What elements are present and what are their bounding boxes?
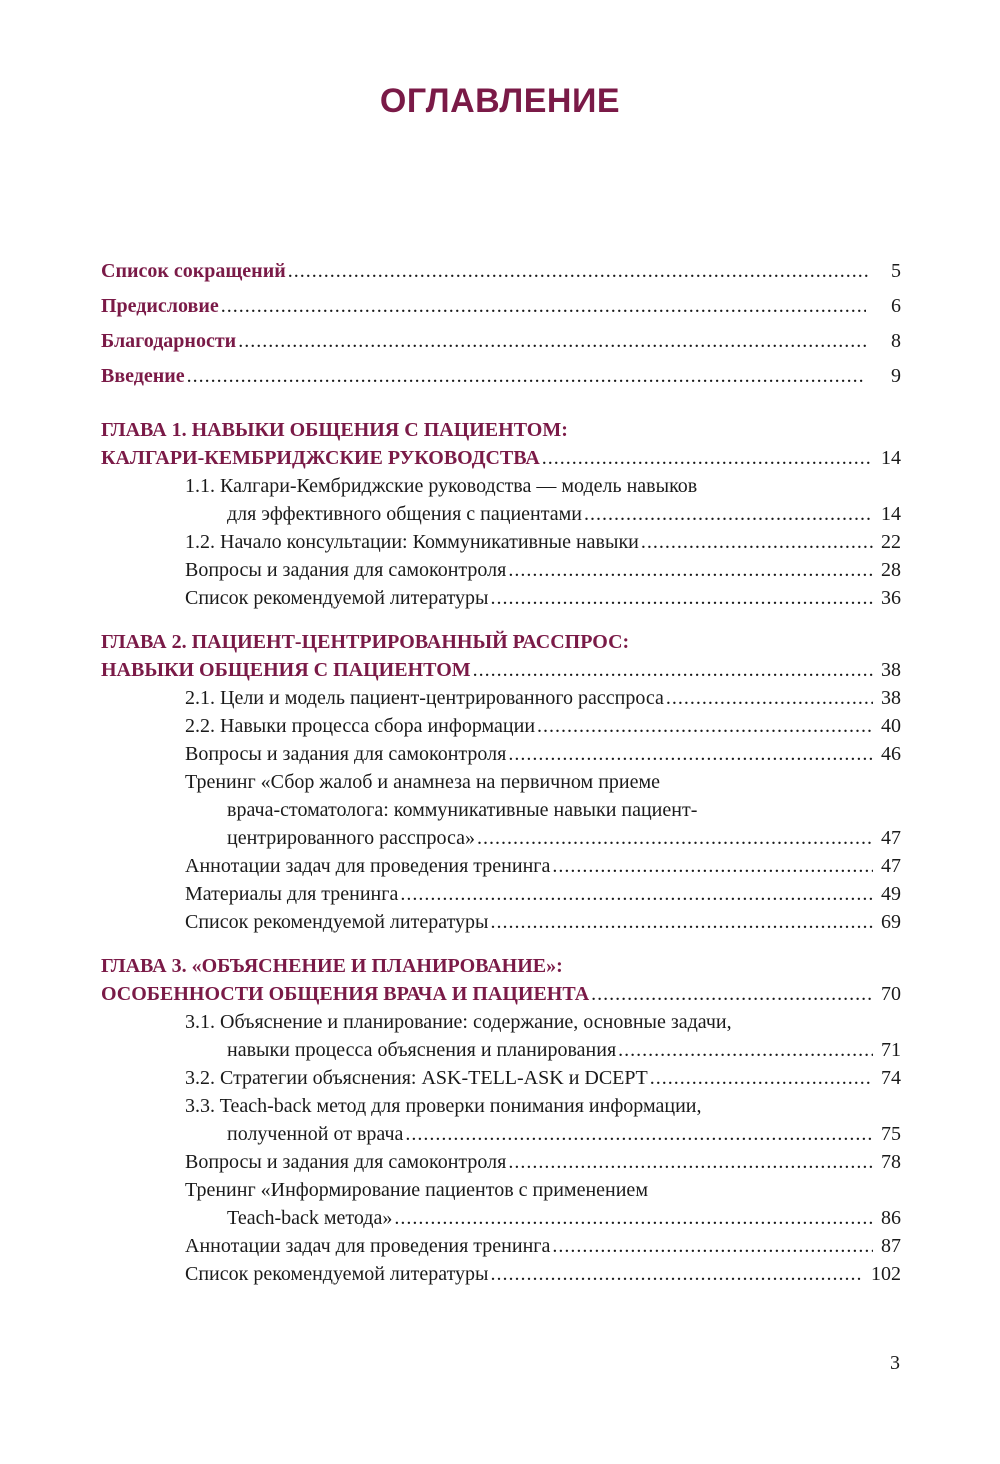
toc-entry-label: Аннотации задач для проведения тренинга [185,855,551,877]
toc-page-number: 40 [881,715,901,737]
toc-entry-label: 2.1. Цели и модель пациент-центрированного расспроса [185,687,664,709]
toc-page-number: 74 [881,1067,901,1089]
leader-dots [641,528,873,556]
toc-entry-label: Вопросы и задания для самоконтроля [185,743,507,765]
toc-page-number: 38 [881,687,901,709]
page-number: 3 [890,1352,900,1374]
toc-entry-label: Введение [101,365,185,387]
chapter-title: ОСОБЕННОСТИ ОБЩЕНИЯ ВРАЧА И ПАЦИЕНТА [101,983,590,1005]
toc-page-number: 46 [881,743,901,765]
toc-entry-1-literature[interactable] [101,584,901,612]
toc-page-number: 28 [881,559,901,581]
leader-dots [405,1120,873,1148]
chapter-title: ГЛАВА 3. «ОБЪЯСНЕНИЕ И ПЛАНИРОВАНИЕ»: [101,955,563,977]
leader-dots [491,908,874,936]
toc-entry-3-1-cont[interactable] [101,1036,901,1064]
page-title: ОГЛАВЛЕНИЕ [379,82,621,120]
toc-entry-label: 1.2. Начало консультации: Коммуникативные навыки [185,531,639,553]
toc-page-number: 6 [891,295,901,317]
chapter-1-title-line1[interactable] [101,416,901,444]
toc-page-number: 87 [881,1235,901,1257]
leader-dots [238,324,867,359]
leader-dots [400,880,873,908]
leader-dots [491,1260,864,1288]
leader-dots [508,556,873,584]
toc-entry-3-1[interactable] [101,1008,901,1036]
toc-entry-2-2[interactable] [101,712,901,740]
chapter-1-title-line2[interactable] [101,444,901,472]
toc-page-number: 38 [881,659,901,681]
toc-entry-3-questions[interactable] [101,1148,901,1176]
toc-entry-3-training-cont[interactable] [101,1204,901,1232]
toc-entry-label: Тренинг «Сбор жалоб и анамнеза на первичном приеме [185,771,661,793]
toc-page-number: 47 [881,827,901,849]
toc-entry-label: Аннотации задач для проведения тренинга [185,1235,551,1257]
toc-entry-label: 3.3. Teach-back метод для проверки понимания информации, [185,1095,702,1117]
toc-page-number: 22 [881,531,901,553]
leader-dots [552,852,873,880]
toc-page-number: 49 [881,883,901,905]
leader-dots [584,500,873,528]
toc-entry-2-questions[interactable] [101,740,901,768]
toc-entry-label: полученной от врача [227,1123,404,1145]
toc-entry-label: центрированного расспроса» [227,827,475,849]
toc-entry-abbreviations[interactable] [101,254,901,289]
toc-entry-label: Предисловие [101,295,219,317]
toc-entry-3-3[interactable] [101,1092,901,1120]
toc-page-number: 9 [891,365,901,387]
leader-dots [288,254,869,289]
leader-dots [473,656,873,684]
toc-entry-3-2[interactable] [101,1064,901,1092]
toc-page-number: 69 [881,911,901,933]
toc-page-number: 14 [881,447,901,469]
toc-entry-3-annotations[interactable] [101,1232,901,1260]
toc-entry-label: 3.1. Объяснение и планирование: содержание, основные задачи, [185,1011,732,1033]
toc-page-number: 102 [871,1263,901,1285]
toc-entry-2-literature[interactable] [101,908,901,936]
toc-entry-label: навыки процесса объяснения и планирования [227,1039,617,1061]
leader-dots [537,712,873,740]
leader-dots [221,289,866,324]
leader-dots [542,444,873,472]
toc-page-number: 78 [881,1151,901,1173]
toc-entry-label: 3.2. Стратегии объяснения: ASK-TELL-ASK и DCEPT [185,1067,648,1089]
table-of-contents [101,254,901,1288]
toc-entry-label: 2.2. Навыки процесса сбора информации [185,715,536,737]
chapter-title: НАВЫКИ ОБЩЕНИЯ С ПАЦИЕНТОМ [101,659,471,681]
toc-page-number: 75 [881,1123,901,1145]
toc-page-number: 8 [891,330,901,352]
chapter-2-title-line1[interactable] [101,628,901,656]
toc-page-number: 71 [881,1039,901,1061]
toc-entry-label: Тренинг «Информирование пациентов с применением [185,1179,648,1201]
toc-entry-label: Благодарности [101,330,237,352]
toc-entry-1-1-cont[interactable] [101,500,901,528]
toc-entry-1-questions[interactable] [101,556,901,584]
toc-entry-label: Список сокращений [101,260,286,282]
leader-dots [508,740,873,768]
toc-entry-1-2[interactable] [101,528,901,556]
toc-entry-1-1[interactable] [101,472,901,500]
chapter-title: ГЛАВА 2. ПАЦИЕНТ-ЦЕНТРИРОВАННЫЙ РАССПРОС: [101,631,630,653]
toc-entry-label: Материалы для тренинга [185,883,399,905]
toc-page-number: 5 [891,260,901,282]
leader-dots [508,1148,873,1176]
toc-page-number: 47 [881,855,901,877]
toc-entry-label: Вопросы и задания для самоконтроля [185,559,507,581]
toc-entry-label: Teach-back метода» [227,1207,393,1229]
leader-dots [650,1064,873,1092]
toc-page-number: 14 [881,503,901,525]
toc-entry-3-literature[interactable] [101,1260,901,1288]
toc-entry-2-1[interactable] [101,684,901,712]
leader-dots [394,1204,873,1232]
toc-entry-2-annotations[interactable] [101,852,901,880]
toc-entry-label: Вопросы и задания для самоконтроля [185,1151,507,1173]
toc-entry-label: для эффективного общения с пациентами [227,503,582,525]
toc-page-number: 70 [881,983,901,1005]
toc-entry-acknowledgements[interactable] [101,324,901,359]
chapter-title: КАЛГАРИ-КЕМБРИДЖСКИЕ РУКОВОДСТВА [101,447,540,469]
toc-entry-2-materials[interactable] [101,880,901,908]
toc-page-number: 36 [881,587,901,609]
toc-entry-preface[interactable] [101,289,901,324]
toc-entry-3-training[interactable] [101,1176,901,1204]
leader-dots [618,1036,873,1064]
toc-entry-2-training-cont[interactable] [101,796,901,824]
toc-entry-label: Список рекомендуемой литературы [185,911,489,933]
toc-entry-3-3-cont[interactable] [101,1120,901,1148]
leader-dots [477,824,873,852]
toc-entry-label: Список рекомендуемой литературы [185,1263,489,1285]
toc-entry-2-training-cont2[interactable] [101,824,901,852]
toc-entry-label: врача-стоматолога: коммуникативные навыки пациент- [227,799,698,821]
leader-dots [591,980,873,1008]
toc-entry-2-training[interactable] [101,768,901,796]
toc-entry-introduction[interactable] [101,359,901,394]
chapter-3-title-line2[interactable] [101,980,901,1008]
toc-page-number: 86 [881,1207,901,1229]
leader-dots [187,359,865,394]
toc-entry-label: Список рекомендуемой литературы [185,587,489,609]
chapter-3-title-line1[interactable] [101,952,901,980]
chapter-title: ГЛАВА 1. НАВЫКИ ОБЩЕНИЯ С ПАЦИЕНТОМ: [101,419,568,441]
leader-dots [666,684,873,712]
leader-dots [552,1232,873,1260]
toc-entry-label: 1.1. Калгари-Кембриджские руководства — модель навыков [185,475,698,497]
chapter-2-title-line2[interactable] [101,656,901,684]
leader-dots [491,584,874,612]
